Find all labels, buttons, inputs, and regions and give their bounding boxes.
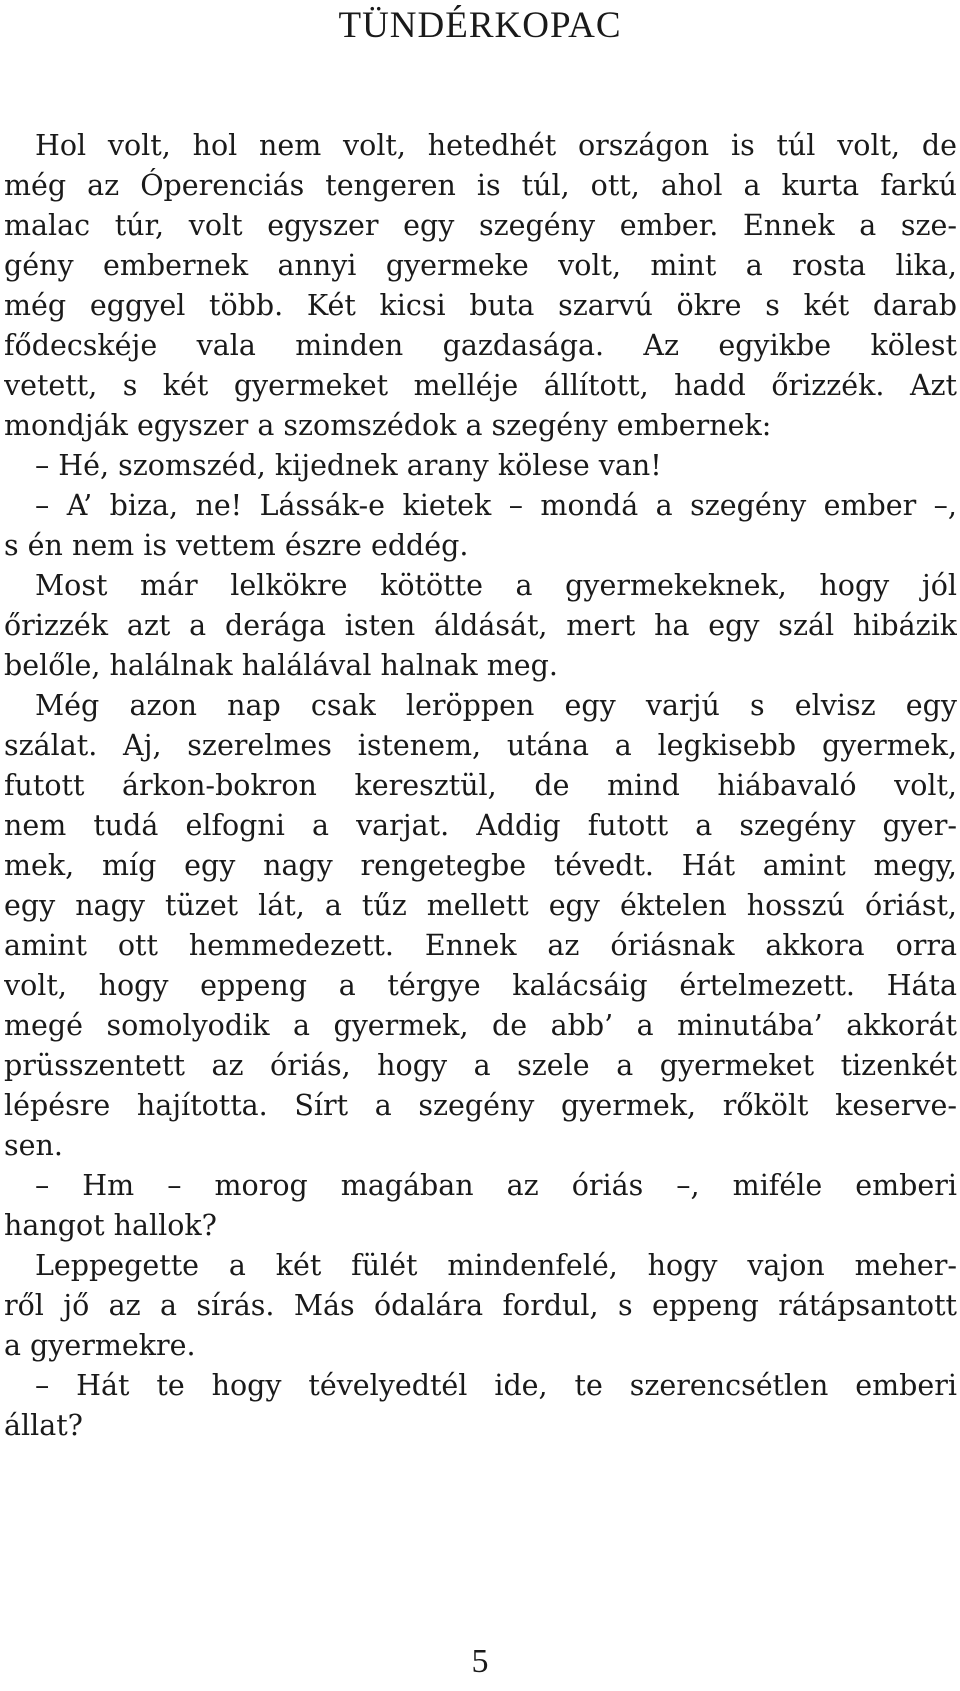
text-line: amint ott hemmedezett. Ennek az óriásnak akkora orra [4,929,957,962]
text-line: lépésre hajította. Sírt a szegény gyermek, rőkölt keserve- [4,1089,957,1122]
text-line: ről jő az a sírás. Más ódalára fordul, s eppeng rátápsantott [4,1289,957,1322]
page-number: 5 [471,1643,489,1680]
text-line: egy nagy tüzet lát, a tűz mellett egy éktelen hosszú óriást, [4,889,957,922]
body-text [4,126,957,1446]
text-line: a gyermekre. [4,1329,196,1362]
text-line: állat? [4,1409,83,1442]
text-line: volt, hogy eppeng a térgye kalácsáig értelmezett. Háta [4,969,957,1002]
text-line: belőle, halálnak halálával halnak meg. [4,649,558,682]
text-line: még az Óperenciás tengeren is túl, ott, ahol a kurta farkú [4,169,957,202]
text-line: fődecskéje vala minden gazdasága. Az egyikbe kölest [4,329,957,362]
text-line: s én nem is vettem észre eddég. [4,529,469,562]
text-line: Most már lelkökre kötötte a gyermekeknek, hogy jól [35,569,957,602]
text-line: sen. [4,1129,63,1162]
text-line: – Hát te hogy tévelyedtél ide, te szerencsétlen emberi [35,1369,957,1402]
text-line: malac túr, volt egyszer egy szegény ember. Ennek a sze- [4,209,957,242]
text-line: gény embernek annyi gyermeke volt, mint a rosta lika, [4,249,957,282]
text-line: prüsszentett az óriás, hogy a szele a gyermeket tizenkét [4,1049,957,1082]
text-line: – Hé, szomszéd, kijednek arany kölese van! [35,449,662,482]
text-line: nem tudá elfogni a varjat. Addig futott a szegény gyer- [4,809,957,842]
text-line: még eggyel több. Két kicsi buta szarvú ökre s két darab [4,289,957,322]
text-line: – Hm – morog magában az óriás –, miféle emberi [35,1169,957,1202]
text-line: Leppegette a két fülét mindenfelé, hogy vajon meher- [35,1249,957,1282]
text-line: vetett, s két gyermeket melléje állított, hadd őrizzék. Azt [4,369,957,402]
text-line: őrizzék azt a derága isten áldását, mert ha egy szál hibázik [4,609,957,642]
text-line: szálat. Aj, szerelmes istenem, utána a legkisebb gyermek, [4,729,957,762]
text-line: megé somolyodik a gyermek, de abb’ a minutába’ akkorát [4,1009,957,1042]
text-line: mondják egyszer a szomszédok a szegény embernek: [4,409,772,442]
text-line: Még azon nap csak leröppen egy varjú s elvisz egy [35,689,957,722]
text-line: futott árkon-bokron keresztül, de mind hiábavaló volt, [4,769,957,802]
text-line: mek, míg egy nagy rengetegbe tévedt. Hát amint megy, [4,849,957,882]
text-line: hangot hallok? [4,1209,217,1242]
text-line: – A’ biza, ne! Lássák-e kietek – mondá a szegény ember –, [35,489,957,522]
chapter-title: TÜNDÉRKOPAC [338,5,622,46]
text-line: Hol volt, hol nem volt, hetedhét országon is túl volt, de [35,129,957,162]
